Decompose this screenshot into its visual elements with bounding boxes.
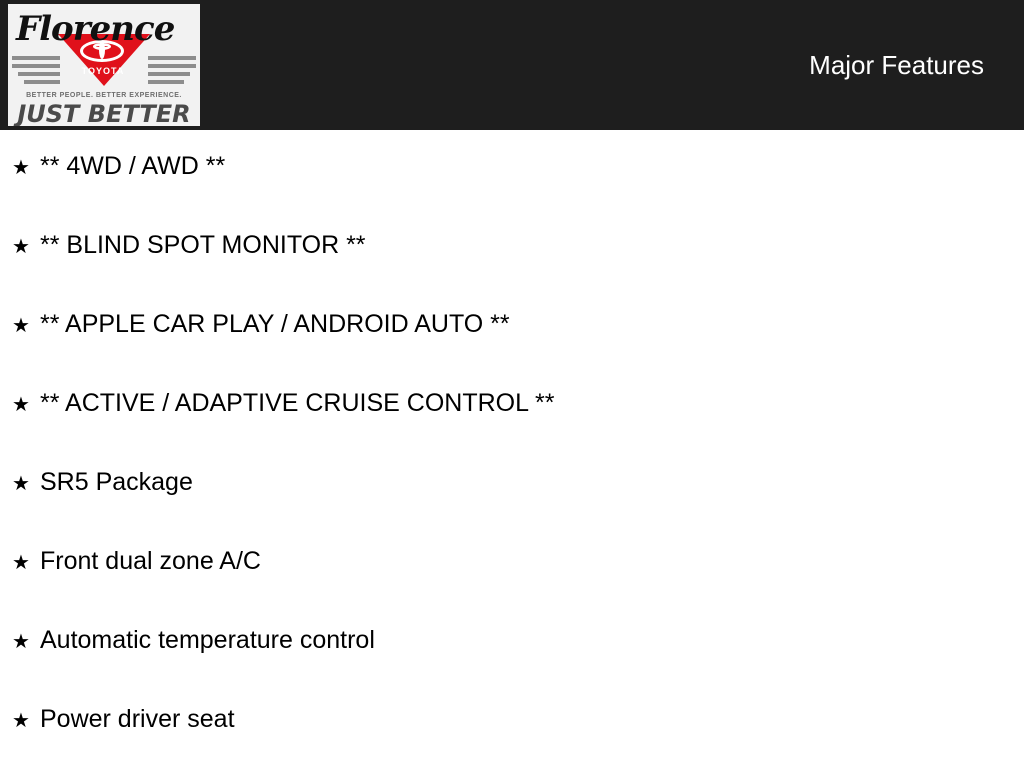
list-item <box>0 389 1024 468</box>
star-icon: ★ <box>12 710 30 732</box>
list-item <box>0 705 1024 768</box>
feature-label: ** BLIND SPOT MONITOR ** <box>40 231 366 259</box>
feature-label: Automatic temperature control <box>40 626 375 654</box>
star-icon: ★ <box>12 157 30 179</box>
logo-wing-stripe <box>148 80 184 84</box>
star-icon: ★ <box>12 473 30 495</box>
feature-label: Power driver seat <box>40 705 235 733</box>
star-icon: ★ <box>12 552 30 574</box>
page-header <box>0 0 1024 130</box>
list-item <box>0 547 1024 626</box>
logo-wing-stripe <box>148 64 196 68</box>
list-item <box>0 152 1024 231</box>
dealer-slogan-text: JUST BETTER <box>17 100 191 126</box>
dealer-logo-graphic <box>8 4 200 126</box>
logo-wing-stripe <box>18 72 60 76</box>
logo-wing-stripe <box>12 64 60 68</box>
feature-label: SR5 Package <box>40 468 193 496</box>
dealer-logo[interactable] <box>8 4 200 126</box>
list-item <box>0 626 1024 705</box>
star-icon: ★ <box>12 631 30 653</box>
star-icon: ★ <box>12 236 30 258</box>
dealer-tagline-text: BETTER PEOPLE. BETTER EXPERIENCE. <box>26 92 182 99</box>
dealer-name-text: Florence <box>16 9 175 49</box>
page-title: Major Features <box>809 50 984 80</box>
logo-wing-stripe <box>148 72 190 76</box>
list-item <box>0 468 1024 547</box>
feature-label: ** ACTIVE / ADAPTIVE CRUISE CONTROL ** <box>40 389 555 417</box>
toyota-brand-text: TOYOTA <box>81 66 125 76</box>
list-item <box>0 231 1024 310</box>
star-icon: ★ <box>12 394 30 416</box>
logo-wing-stripe <box>148 56 196 60</box>
feature-label: Front dual zone A/C <box>40 547 261 575</box>
logo-wing-stripe <box>24 80 60 84</box>
feature-label: ** APPLE CAR PLAY / ANDROID AUTO ** <box>40 310 510 338</box>
feature-label: ** 4WD / AWD ** <box>40 152 226 180</box>
list-item <box>0 310 1024 389</box>
logo-wing-stripe <box>12 56 60 60</box>
feature-list <box>0 130 1024 768</box>
star-icon: ★ <box>12 315 30 337</box>
